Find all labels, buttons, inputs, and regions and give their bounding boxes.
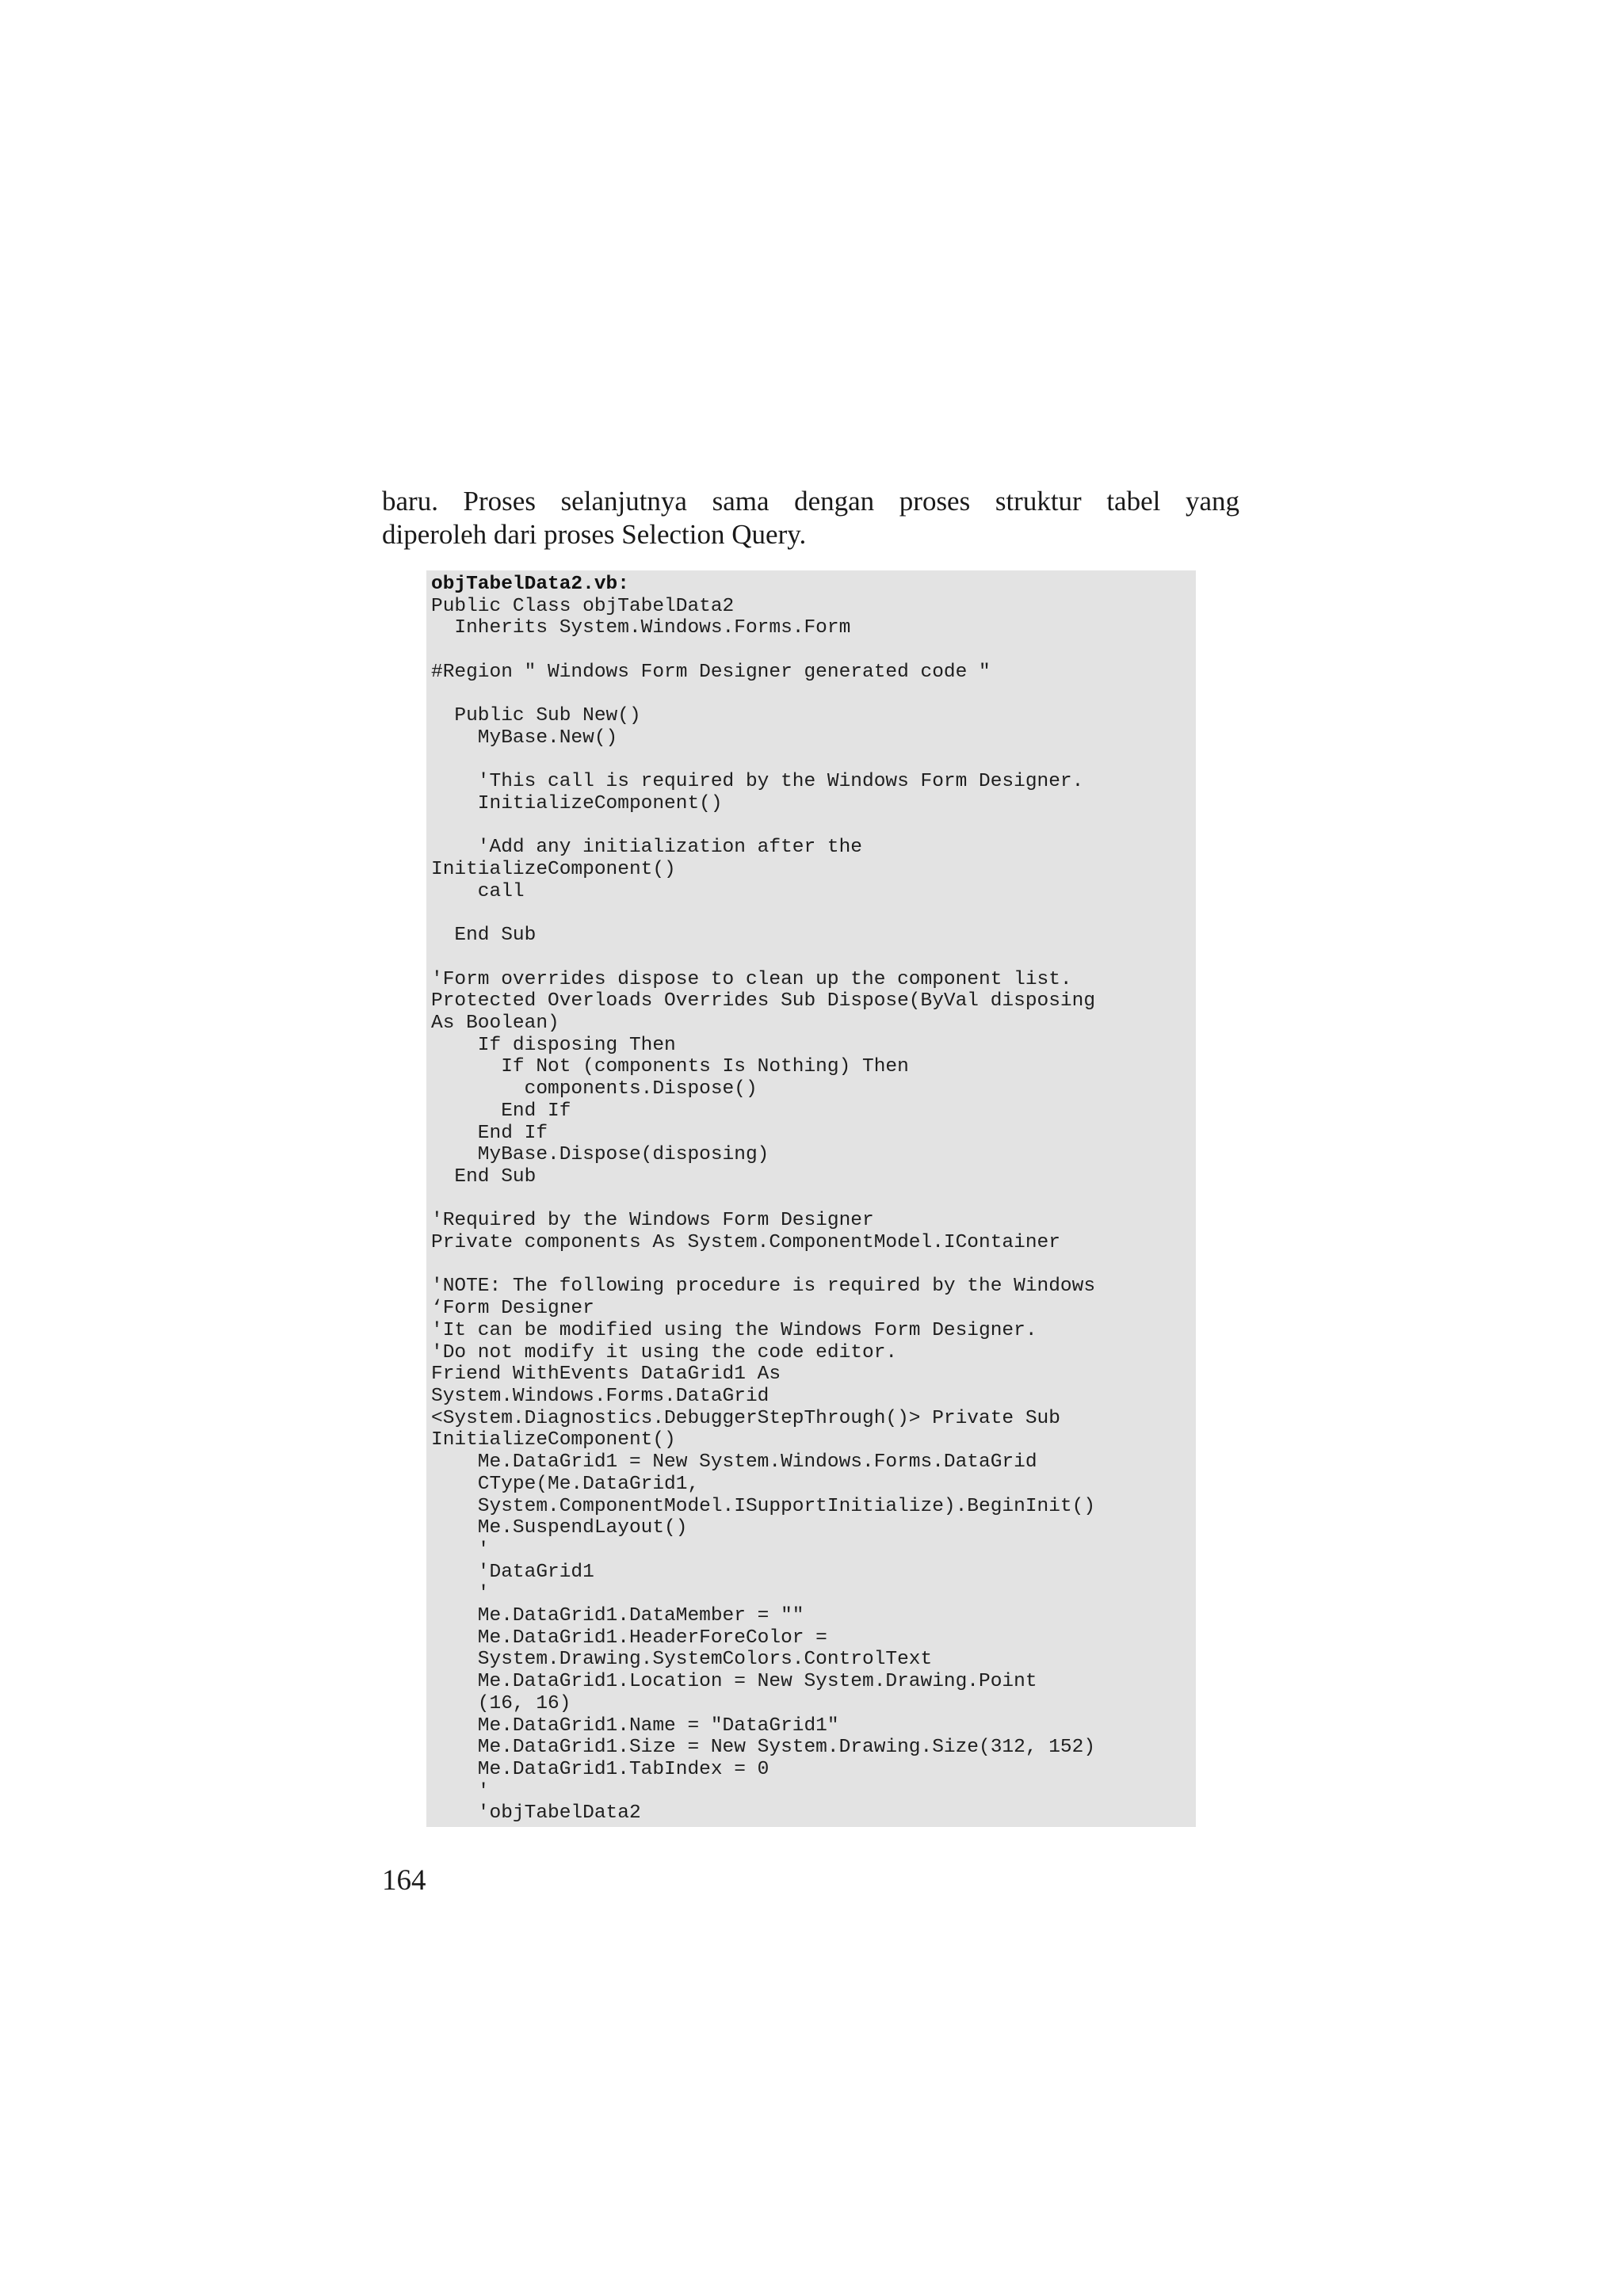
intro-paragraph bbox=[382, 485, 1239, 551]
code-listing bbox=[426, 570, 1196, 1827]
code-body: Public Class objTabelData2 Inherits System.Windows.Forms.Form #Region " Windows Form Designer generated code " Public Sub New() MyBase.New() 'This call is required by the Windows Form Designer. InitializeComponent() 'Add any initialization after the InitializeComponent() call End Sub 'Form overrides dispose to clean up the component list. Protected Overloads Overrides Sub Dispose(ByVal disposing As Boolean) If disposing Then If Not (components Is Nothing) Then components.Dispose() End If End If MyBase.Dispose(disposing) End Sub 'Required by the Windows Form Designer Private components As System.ComponentModel.IContainer 'NOTE: The following procedure is required by the Windows ‘Form Designer 'It can be modified using the Windows Form Designer. 'Do not modify it using the code editor. Friend WithEvents DataGrid1 As System.Windows.Forms.DataGrid <System.Diagnostics.DebuggerStepThrough()> Private Sub InitializeComponent() Me.DataGrid1 = New System.Windows.Forms.DataGrid CType(Me.DataGrid1, System.ComponentModel.ISupportInitialize).BeginInit() Me.SuspendLayout() ' 'DataGrid1 ' Me.DataGrid1.DataMember = "" Me.DataGrid1.HeaderForeColor = System.Drawing.SystemColors.ControlText Me.DataGrid1.Location = New System.Drawing.Point (16, 16) Me.DataGrid1.Name = "DataGrid1" Me.DataGrid1.Size = New System.Drawing.Size(312, 152) Me.DataGrid1.TabIndex = 0 ' 'objTabelData2 bbox=[431, 595, 1096, 1825]
page-number: 164 bbox=[382, 1864, 426, 1897]
code-filename: objTabelData2.vb: bbox=[431, 574, 629, 595]
intro-line-1: baru. Proses selanjutnya sama dengan proses struktur tabel yang bbox=[382, 486, 1239, 517]
intro-line-2: diperoleh dari proses Selection Query. bbox=[382, 519, 807, 550]
